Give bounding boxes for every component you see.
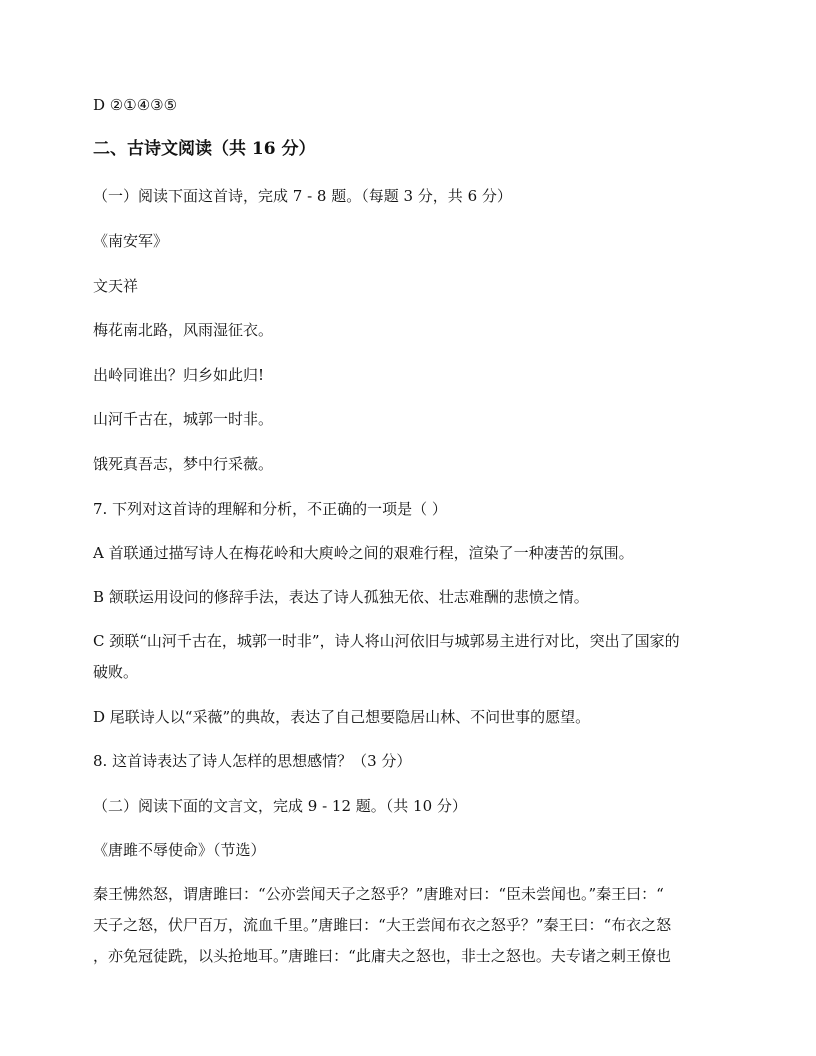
question-7-option-d: D 尾联诗人以“采薇”的典故，表达了自己想要隐居山林、不问世事的愿望。: [93, 708, 591, 726]
poem-title: 《南安军》: [93, 232, 169, 250]
passage-line-3: ，亦免冠徒跣，以头抢地耳。”唐雎曰：“此庸夫之怒也，非士之怒也。夫专诸之刺王僚也: [93, 947, 671, 965]
answer-option-d: D ②①④③⑤: [93, 96, 178, 114]
poem-line-3: 山河千古在，城郭一时非。: [93, 410, 274, 428]
question-7-option-c-continued: 破败。: [93, 663, 139, 681]
subsection-instruction: （一）阅读下面这首诗，完成 7 - 8 题。（每题 3 分，共 6 分）: [93, 187, 512, 205]
poem-line-2: 出岭同谁出？归乡如此归!: [93, 366, 265, 384]
poem-author: 文天祥: [93, 277, 139, 295]
passage-line-1: 秦王怫然怒，谓唐雎曰：“公亦尝闻天子之怒乎？”唐雎对曰：“臣未尝闻也。”秦王曰：“: [93, 885, 664, 903]
poem-line-1: 梅花南北路，风雨湿征衣。: [93, 321, 274, 339]
question-7: 7. 下列对这首诗的理解和分析，不正确的一项是（ ）: [93, 500, 447, 518]
passage-line-2: 天子之怒，伏尸百万，流血千里。”唐雎曰：“大王尝闻布衣之怒乎？”秦王曰：“布衣之怒: [93, 916, 672, 934]
question-7-option-a: A 首联通过描写诗人在梅花岭和大庾岭之间的艰难行程，渲染了一种凄苦的氛围。: [93, 544, 634, 562]
subsection-instruction-2: （二）阅读下面的文言文，完成 9 - 12 题。（共 10 分）: [93, 797, 467, 815]
poem-line-4: 饿死真吾志，梦中行采薇。: [93, 455, 274, 473]
passage-title: 《唐雎不辱使命》（节选）: [93, 841, 266, 859]
question-7-option-b: B 颔联运用设问的修辞手法，表达了诗人孤独无依、壮志难酬的悲愤之情。: [93, 588, 589, 606]
section-heading: 二、古诗文阅读（共 16 分）: [93, 139, 316, 159]
question-7-option-c: C 颈联“山河千古在，城郭一时非”，诗人将山河依旧与城郭易主进行对比，突出了国家的: [93, 632, 680, 650]
question-8: 8. 这首诗表达了诗人怎样的思想感情？（3 分）: [93, 752, 412, 770]
